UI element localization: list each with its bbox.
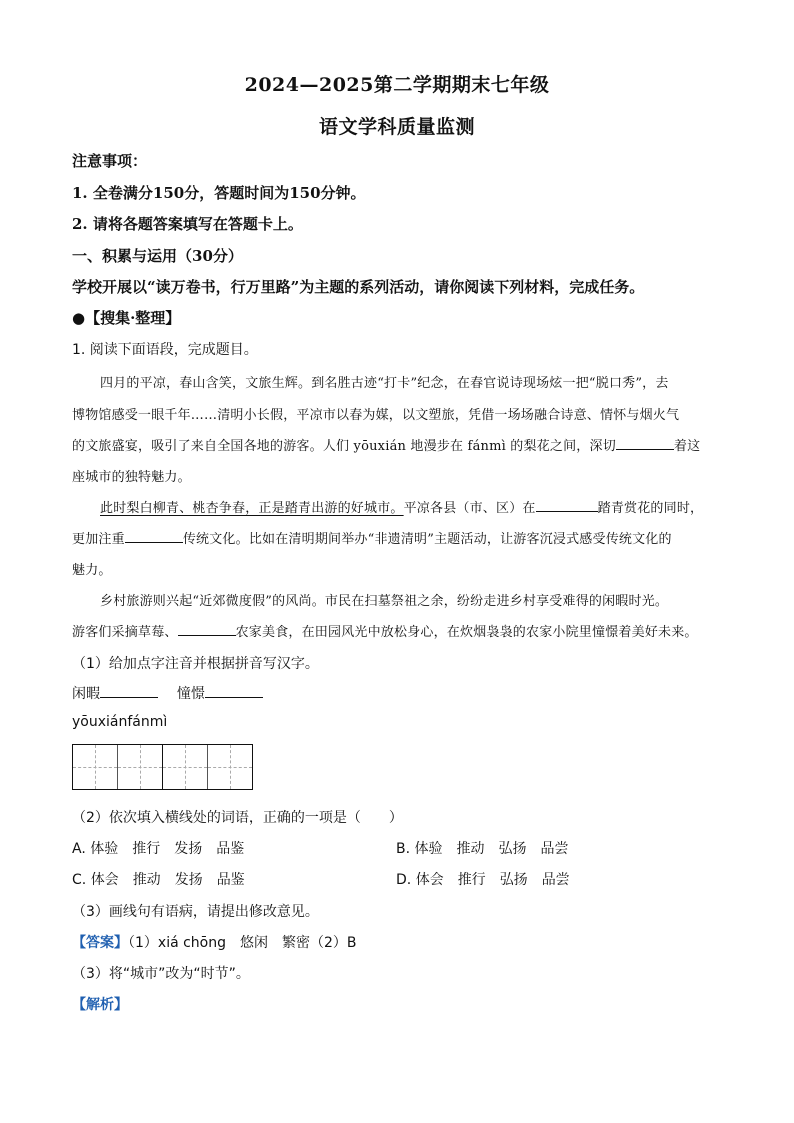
- pinyin-prompt: yōuxiánfánmì: [72, 714, 168, 730]
- subquestion-1-prompt: （1）给加点字注音并根据拼音写汉字。: [72, 656, 319, 672]
- fill-blank-4[interactable]: [178, 623, 236, 636]
- analysis-label: 【解析】: [72, 997, 128, 1013]
- option-word: 推动: [132, 872, 161, 888]
- option-word: 品尝: [540, 841, 569, 857]
- option-label: D.: [396, 872, 412, 888]
- question-1-prompt: 1. 阅读下面语段，完成题目。: [72, 342, 258, 358]
- option-word: 体会: [90, 872, 119, 888]
- passage-line: [72, 528, 672, 547]
- character-writing-grid: [72, 744, 251, 790]
- fill-blank-1[interactable]: [616, 437, 674, 450]
- subquestion-3-prompt: （3）画线句有语病，请提出修改意见。: [72, 904, 319, 920]
- option-word: 推行: [132, 841, 161, 857]
- option-d[interactable]: [396, 869, 584, 889]
- subquestion-2-prompt: （2）依次填入横线处的词语，正确的一项是（ ）: [72, 810, 403, 826]
- option-word: 推行: [457, 872, 486, 888]
- passage-text: 游客们采摘草莓、: [72, 625, 178, 640]
- passage-line: 座城市的独特魅力。: [72, 470, 191, 485]
- notes-heading: 注意事项：: [72, 152, 148, 170]
- option-word: 弘扬: [499, 872, 528, 888]
- fill-blank-3[interactable]: [125, 530, 183, 543]
- option-label: A.: [72, 841, 86, 857]
- answer-line-1: [72, 932, 357, 952]
- grid-cell[interactable]: [208, 745, 252, 789]
- option-label: B.: [396, 841, 411, 857]
- exam-title-line2: 语文学科质量监测: [318, 116, 475, 138]
- option-word: 发扬: [174, 841, 203, 857]
- analysis-tag: [72, 994, 128, 1014]
- exam-title-line1: 2024—2025第二学期期末七年级: [244, 74, 550, 96]
- answer-line-2: （3）将“城市”改为“时节”。: [72, 966, 250, 982]
- answer-tag: 【答案】: [72, 935, 128, 951]
- word-chongjing: 憧憬: [176, 686, 205, 702]
- passage-line: 四月的平凉，春山含笑，文旅生辉。到名胜古迹“打卡”纪念，在春官说诗现场炫一把“脱口秀”，去: [100, 376, 669, 391]
- underlined-sentence: 此时梨白柳青、桃杏争春，正是踏青出游的好城市。: [100, 501, 404, 516]
- passage-line: 博物馆感受一眼千年……清明小长假，平凉市以春为媒，以文塑旅，凭借一场场融合诗意、情怀与烟火气: [72, 408, 680, 423]
- passage-text: 踏青赏花的同时，: [597, 501, 704, 516]
- fill-blank-2[interactable]: [536, 499, 598, 512]
- option-word: 体会: [415, 872, 444, 888]
- option-word: 品鉴: [216, 872, 245, 888]
- passage-text: 平凉各县（市、区）在: [403, 501, 536, 516]
- option-label: C.: [72, 872, 87, 888]
- grid-cell[interactable]: [73, 745, 118, 789]
- pinyin-answer-row: [72, 683, 263, 703]
- passage-text: 的文旅盛宴，吸引了来自全国各地的游客。人们 yōuxián 地漫步在 fánmì 的梨花之间，深切: [72, 439, 616, 454]
- option-c[interactable]: [72, 869, 259, 889]
- grid-cell[interactable]: [163, 745, 208, 789]
- section-title: 一、积累与运用（30分）: [72, 247, 243, 265]
- option-word: 体验: [90, 841, 119, 857]
- word-xianxia: 闲暇: [72, 686, 100, 702]
- section-intro: 学校开展以“读万卷书，行万里路”为主题的系列活动，请你阅读下列材料，完成任务。: [72, 278, 645, 296]
- passage-text: 传统文化。比如在清明期间举办“非遗清明”主题活动，让游客沉浸式感受传统文化的: [182, 532, 672, 547]
- section-subheading: ●【搜集·整理】: [72, 309, 181, 327]
- passage-line: [72, 621, 698, 640]
- passage-line: 乡村旅游则兴起“近郊微度假”的风尚。市民在扫墓祭祖之余，纷纷走进乡村享受难得的闲暇时光。: [100, 594, 669, 609]
- option-b[interactable]: [396, 838, 583, 858]
- passage-line: [100, 497, 703, 516]
- passage-text: 着这: [673, 439, 701, 454]
- option-word: 品尝: [541, 872, 570, 888]
- option-word: 推动: [456, 841, 485, 857]
- grid-group-youxian: [72, 744, 163, 790]
- option-word: 发扬: [174, 872, 203, 888]
- passage-text: 农家美食，在田园风光中放松身心，在炊烟袅袅的农家小院里憧憬着美好未来。: [235, 625, 698, 640]
- answer-blank-chongjing[interactable]: [205, 685, 263, 698]
- passage-line: 魅力。: [72, 563, 112, 578]
- notes-item-1: 1. 全卷满分150分，答题时间为150分钟。: [72, 184, 366, 202]
- answer-text: （1）xiá chōng 悠闲 繁密（2）B: [128, 935, 357, 951]
- grid-cell[interactable]: [118, 745, 162, 789]
- option-word: 体验: [414, 841, 443, 857]
- option-a[interactable]: [72, 838, 258, 858]
- answer-blank-xianxia[interactable]: [100, 685, 158, 698]
- passage-text: 更加注重: [72, 532, 125, 547]
- grid-group-fanmi: [162, 744, 253, 790]
- notes-item-2: 2. 请将各题答案填写在答题卡上。: [72, 215, 303, 233]
- passage-line: [72, 435, 700, 454]
- option-word: 弘扬: [498, 841, 527, 857]
- option-word: 品鉴: [216, 841, 245, 857]
